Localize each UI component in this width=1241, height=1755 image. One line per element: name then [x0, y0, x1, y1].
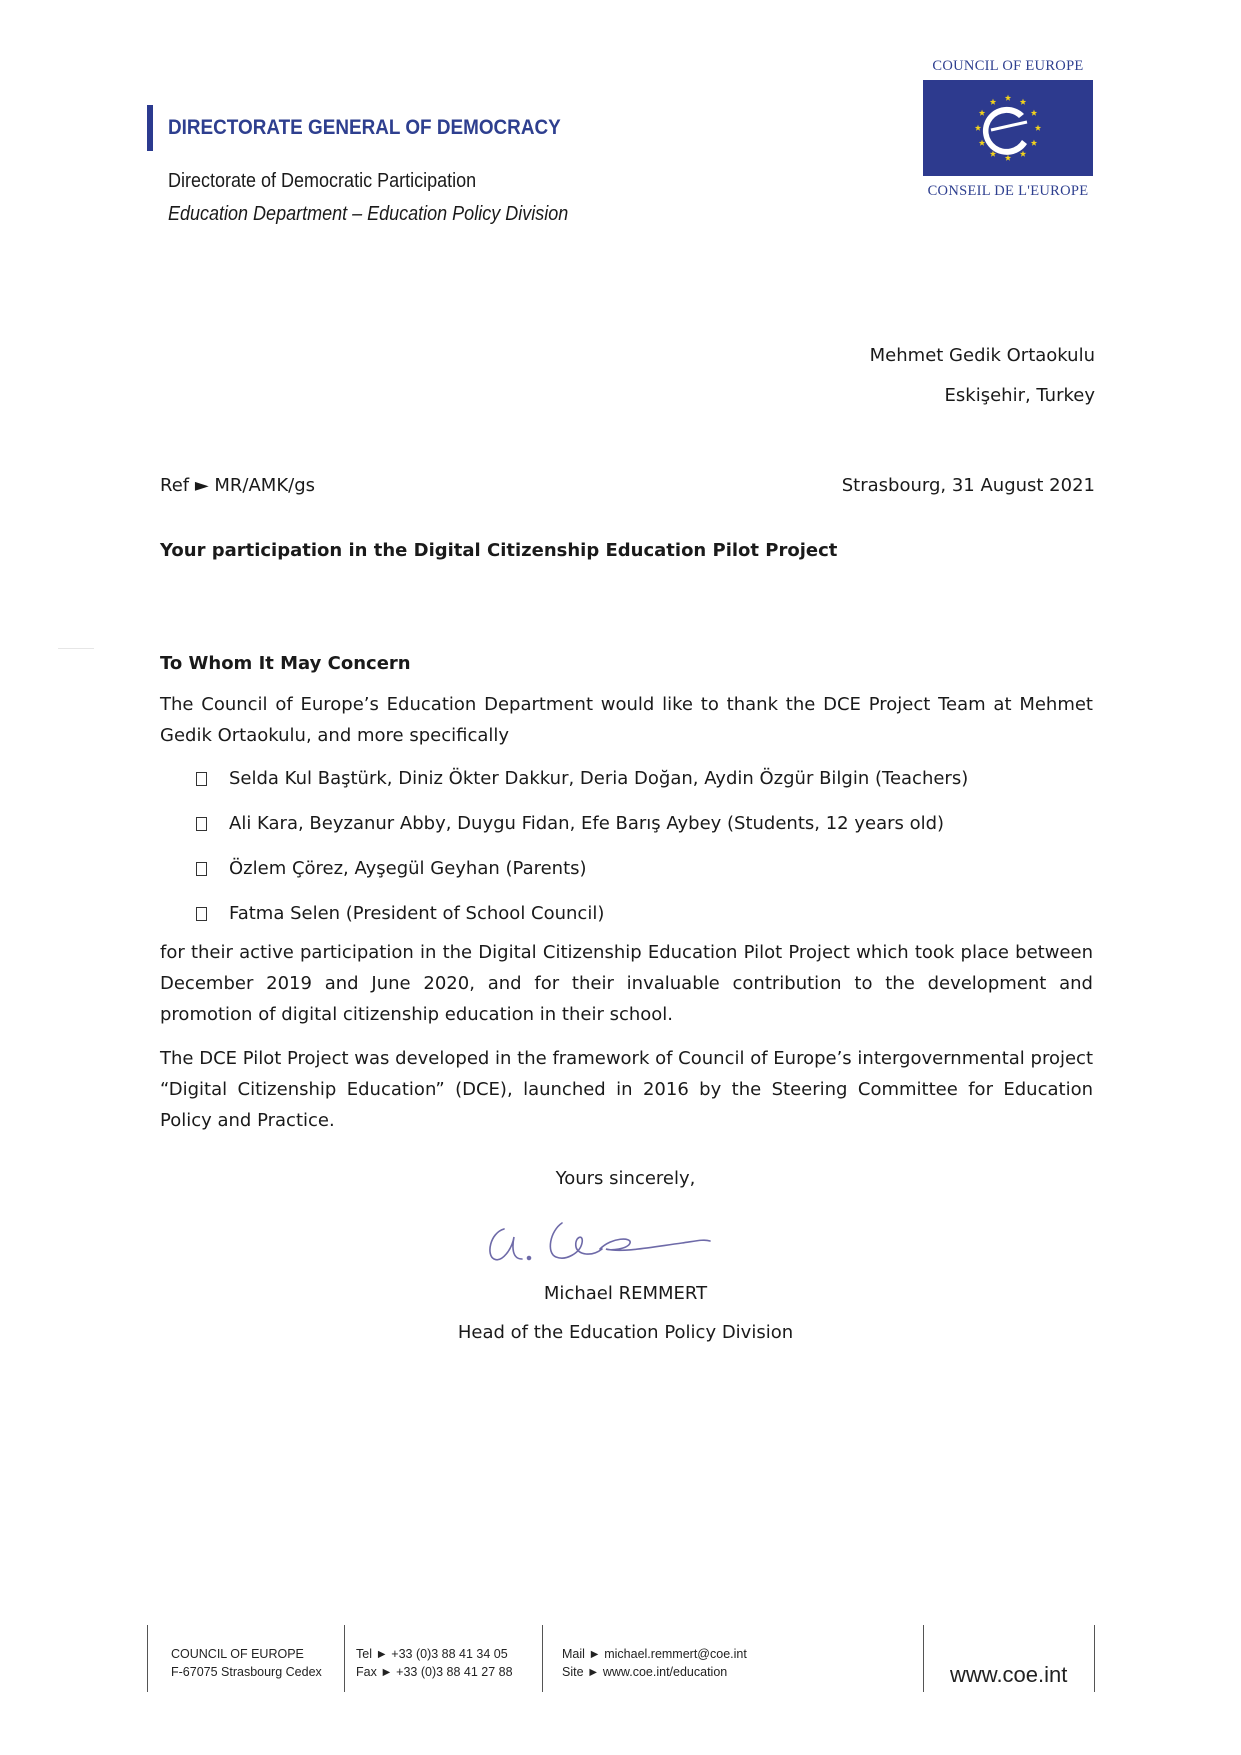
footer-divider: [344, 1625, 345, 1692]
bullet-box-icon: [196, 907, 207, 921]
signer-title: Head of the Education Policy Division: [457, 1322, 794, 1343]
footer-website-link[interactable]: www.coe.int: [950, 1662, 1068, 1687]
footer-divider: [1094, 1625, 1095, 1692]
margin-mark: [58, 648, 94, 649]
recipient-name: Mehmet Gedik Ortaokulu: [869, 345, 1095, 366]
logo-emblem-icon: [923, 80, 1093, 176]
participant-list: [196, 756, 968, 936]
paragraph-intro: The Council of Europe’s Education Department would like to thank the DCE Project Team at Mehmet Gedik Ortaokulu, and more specifically: [160, 694, 1093, 746]
star-icon: [1035, 125, 1041, 131]
list-item: Fatma Selen (President of School Council): [196, 891, 968, 936]
star-icon: [979, 140, 985, 146]
footer-phone: Tel ► +33 (0)3 88 41 34 05 Fax ► +33 (0)3 88 41 27 88: [356, 1647, 513, 1679]
signer-name: Michael REMMERT: [543, 1283, 708, 1304]
footer-org: COUNCIL OF EUROPE F-67075 Strasbourg Cedex: [171, 1647, 322, 1679]
footer-divider: [542, 1625, 543, 1692]
subject-line: Your participation in the Digital Citizenship Education Pilot Project: [160, 540, 838, 561]
star-icon: [1020, 151, 1026, 157]
star-icon: [1031, 140, 1037, 146]
star-icon: [990, 99, 996, 105]
bullet-box-icon: [196, 862, 207, 876]
logo-top-text: COUNCIL OF EUROPE: [932, 58, 1084, 74]
star-icon: [1005, 155, 1011, 161]
star-icon: [1005, 95, 1011, 101]
bullet-box-icon: [196, 772, 207, 786]
header-accent-bar: [147, 105, 153, 151]
sub-directorate: Directorate of Democratic Participation: [168, 170, 477, 192]
directorate-title: DIRECTORATE GENERAL OF DEMOCRACY: [168, 116, 561, 139]
list-item: Selda Kul Baştürk, Diniz Ökter Dakkur, Deria Doğan, Aydin Özgür Bilgin (Teachers): [196, 756, 968, 801]
list-item: Ali Kara, Beyzanur Abby, Duygu Fidan, Efe Barış Aybey (Students, 12 years old): [196, 801, 968, 846]
bullet-box-icon: [196, 817, 207, 831]
reference: Ref ► MR/AMK/gs: [160, 475, 316, 496]
department-name: Education Department – Education Policy Division: [168, 203, 569, 225]
star-icon: [1031, 110, 1037, 116]
star-icon: [1020, 99, 1026, 105]
paragraph-framework: The DCE Pilot Project was developed in the framework of Council of Europe’s intergovernmental project “Digital Citizenship Education” (DCE), launched in 2016 by the Steering Committee for Education Policy and Practice.: [160, 1048, 1093, 1131]
council-of-europe-logo: [923, 80, 1093, 176]
closing: Yours sincerely,: [555, 1168, 696, 1189]
star-icon: [975, 125, 981, 131]
recipient-location: Eskişehir, Turkey: [944, 385, 1095, 406]
salutation: To Whom It May Concern: [160, 653, 411, 674]
logo-bottom-text: CONSEIL DE L'EUROPE: [927, 183, 1089, 199]
list-item: Özlem Çörez, Ayşegül Geyhan (Parents): [196, 846, 968, 891]
place-date: Strasbourg, 31 August 2021: [841, 475, 1095, 496]
footer-contact: Mail ► michael.remmert@coe.int Site ► www.coe.int/education: [562, 1647, 747, 1679]
footer-divider: [147, 1625, 148, 1692]
paragraph-thanks: for their active participation in the Digital Citizenship Education Pilot Project which took place between December 2019 and June 2020, and for their invaluable contribution to the development and promotion of digital citizenship education in their school.: [160, 942, 1093, 1025]
footer-divider: [923, 1625, 924, 1692]
star-icon: [979, 110, 985, 116]
handwritten-signature: [482, 1203, 762, 1277]
